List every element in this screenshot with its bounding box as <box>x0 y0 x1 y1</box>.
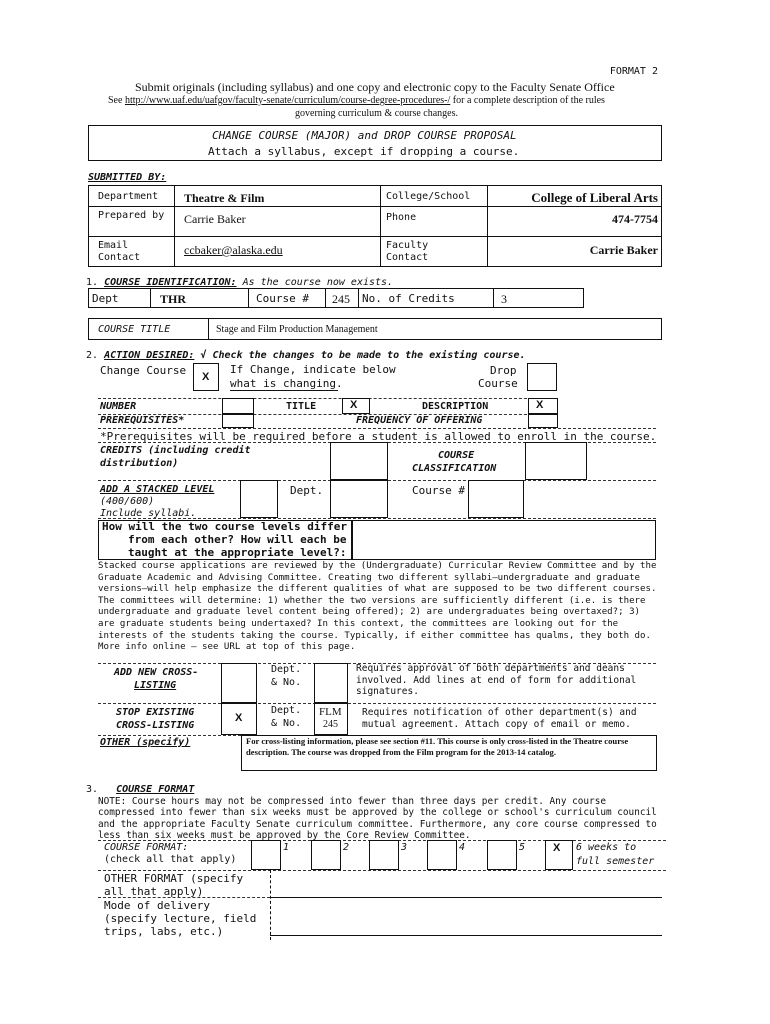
change-course-mark: X <box>202 371 210 383</box>
credits-value: 3 <box>501 292 507 306</box>
other-specify-label: OTHER (specify) <box>100 737 191 748</box>
submitted-by-heading: SUBMITTED BY: <box>88 172 167 183</box>
section3-heading <box>86 784 194 795</box>
add-dept-label-1: Dept. <box>271 664 302 675</box>
rules-prefix: See <box>108 95 125 106</box>
other-format-label-2: all that apply) <box>104 885 204 898</box>
stop-cross-listing-2: CROSS-LISTING <box>116 720 195 731</box>
stop-dept-label-2: & No. <box>271 718 302 729</box>
delivery-label-1: Mode of delivery <box>104 899 210 912</box>
number-checkbox[interactable] <box>222 398 254 414</box>
delivery-label-2: (specify lecture, field <box>104 912 257 925</box>
format-option-1-checkbox[interactable] <box>251 840 281 870</box>
format-option-2-checkbox[interactable] <box>311 840 341 870</box>
differ-line-3: taught at the appropriate level?: <box>128 546 347 559</box>
delivery-field[interactable] <box>270 935 662 936</box>
format-option-3-checkbox[interactable] <box>369 840 399 870</box>
format-option-4-checkbox[interactable] <box>427 840 457 870</box>
add-cross-listing-checkbox[interactable] <box>221 663 257 703</box>
format-option-1-label: 1 <box>283 842 290 853</box>
stacked-level-sub1: (400/600) <box>100 496 155 507</box>
email-contact-label: Email Contact <box>98 240 141 263</box>
number-label: NUMBER <box>100 401 137 412</box>
rules-line-2: governing curriculum & course changes. <box>295 108 459 119</box>
course-number-value: 245 <box>332 292 350 306</box>
differ-line-2: from each other? How will each be <box>128 533 347 546</box>
format-option-5-label: 5 <box>519 842 526 853</box>
other-format-field[interactable] <box>270 897 662 898</box>
prerequisites-label: PREREQUISITES* <box>100 415 185 426</box>
proposal-subtitle: Attach a syllabus, except if dropping a course. <box>208 145 520 158</box>
section2-title: ACTION DESIRED: <box>104 350 195 361</box>
faculty-contact-label: Faculty Contact <box>386 240 429 263</box>
course-title-label: COURSE TITLE <box>98 324 171 335</box>
stop-cross-listing-1: STOP EXISTING <box>116 707 195 718</box>
course-format-note: NOTE: Course hours may not be compressed into fewer than three days per credit. Any course compressed into fewer than six weeks must be approved by the college or school's curriculum council and the appropriate Faculty Senate curriculum committee. Furthermore, any core course compressed to less than six weeks must be approved by the Core Review Committee. <box>98 796 657 842</box>
phone-label: Phone <box>386 212 417 223</box>
stacked-dept-field[interactable] <box>330 480 388 518</box>
email-contact-value[interactable]: ccbaker@alaska.edu <box>184 243 283 257</box>
credits-label: No. of Credits <box>362 292 455 305</box>
credits-change-label-1: CREDITS (including credit <box>100 445 251 456</box>
other-format-label-1: OTHER FORMAT (specify <box>104 872 244 885</box>
add-cross-listing-note: Requires approval of both departments and deans involved. Add lines at end of form for additional signatures. <box>356 663 637 698</box>
frequency-label: FREQUENCY OF OFFERING <box>356 415 483 426</box>
phone-value: 474-7754 <box>612 212 658 226</box>
if-change-line2: what is changing. <box>230 377 343 390</box>
format-option-6-line2: full semester <box>576 856 655 867</box>
title-mark: X <box>350 399 358 411</box>
stacked-info-paragraph: Stacked course applications are reviewed by the (Undergraduate) Curricular Review Committee and by the Graduate Academic and Advising Committee. Creating two different syllabi—undergraduate and graduate versions—will help emphasize the different qualities of what are supposed to be two different courses. The committees will determine: 1) whether the two versions are sufficiently different (i.e. is there undergraduate and graduate level content being offered); 2) are undergraduates being overtaxed?; 3) are graduate students being undertaxed? In this context, the committees are looking out for the interests of the students taking the course. Typically, if either committee has qualms, they both do. More info online – see URL at top of this page. <box>98 561 657 653</box>
section2-num: 2. <box>86 350 99 361</box>
section1-heading <box>86 277 393 288</box>
format-option-6-mark: X <box>553 842 561 854</box>
change-course-label: Change Course <box>100 364 187 377</box>
course-number-label: Course # <box>256 292 309 305</box>
prerequisites-checkbox[interactable] <box>222 414 254 428</box>
format-option-5-checkbox[interactable] <box>487 840 517 870</box>
dept-label: Dept <box>92 292 119 305</box>
add-cross-listing-1: ADD NEW CROSS- <box>114 667 199 678</box>
course-format-label-1: COURSE FORMAT: <box>104 842 189 853</box>
differ-answer-field[interactable] <box>352 520 656 560</box>
prepared-by-label: Prepared by <box>98 210 165 221</box>
stacked-level-sub2: Include syllabi. <box>100 508 197 519</box>
course-title-value: Stage and Film Production Management <box>216 324 378 335</box>
stop-dept-label-1: Dept. <box>271 705 302 716</box>
add-cross-listing-2: LISTING <box>134 680 177 691</box>
section3-num: 3. <box>86 784 99 795</box>
course-format-label-2: (check all that apply) <box>104 854 237 865</box>
differ-line-1: How will the two course levels differ <box>102 520 348 533</box>
other-specify-text: For cross-listing information, please see section #11. This course is only cross-listed in the Theatre course description. The course was dropped from the Film program for the 2013-14 catalog. <box>246 736 629 757</box>
proposal-title: CHANGE COURSE (MAJOR) and DROP COURSE PROPOSAL <box>212 129 517 142</box>
college-value: College of Liberal Arts <box>531 190 658 205</box>
credits-checkbox[interactable] <box>330 442 388 480</box>
description-label: DESCRIPTION <box>422 401 489 412</box>
drop-course-label-2: Course <box>478 377 518 390</box>
section2-heading <box>86 350 526 361</box>
if-change-line1: If Change, indicate below <box>230 363 396 376</box>
rules-suffix: for a complete description of the rules <box>450 95 605 106</box>
department-label: Department <box>98 191 159 202</box>
add-dept-field[interactable] <box>314 663 348 703</box>
frequency-checkbox[interactable] <box>528 414 558 428</box>
drop-course-label-1: Drop <box>490 364 517 377</box>
department-value: Theatre & Film <box>184 191 265 205</box>
stop-cross-listing-note: Requires notification of other department(s) and mutual agreement. Attach copy of email or memo. <box>362 707 637 730</box>
section2-desc: √ Check the changes to be made to the existing course. <box>200 350 526 361</box>
section3-title: COURSE FORMAT <box>116 784 195 795</box>
prepared-by-value: Carrie Baker <box>184 212 246 226</box>
stacked-course-field[interactable] <box>468 480 524 518</box>
rules-line <box>108 95 605 106</box>
stacked-course-label: Course # <box>412 484 465 497</box>
credits-change-label-2: distribution) <box>100 458 179 469</box>
prerequisites-note: *Prerequisites will be required before a student is allowed to enroll in the course. <box>100 430 657 443</box>
section1-num: 1. <box>86 277 99 288</box>
stop-dept-value-1: FLM <box>319 706 342 718</box>
classification-label-2: CLASSIFICATION <box>412 463 497 474</box>
classification-checkbox[interactable] <box>525 442 587 480</box>
section1-desc: As the course now exists. <box>242 277 394 288</box>
college-label: College/School <box>386 191 471 202</box>
dept-value: THR <box>160 292 187 306</box>
format-option-3-label: 3 <box>401 842 408 853</box>
delivery-label-3: trips, labs, etc.) <box>104 925 224 938</box>
rules-link[interactable]: http://www.uaf.edu/uafgov/faculty-senate/curriculum/course-degree-procedures-/ <box>124 95 451 106</box>
stacked-level-checkbox[interactable] <box>240 480 278 518</box>
stacked-dept-label: Dept. <box>290 484 324 497</box>
stop-cross-listing-mark: X <box>235 712 243 724</box>
classification-label-1: COURSE <box>438 450 475 461</box>
description-mark: X <box>536 399 544 411</box>
add-dept-label-2: & No. <box>271 677 302 688</box>
format-label: FORMAT 2 <box>609 66 658 77</box>
section1-title: COURSE IDENTIFICATION: <box>104 277 237 288</box>
format-option-2-label: 2 <box>343 842 350 853</box>
title-change-label: TITLE <box>286 401 317 412</box>
submit-instructions: Submit originals (including syllabus) and one copy and electronic copy to the Faculty Senate Office <box>135 80 615 94</box>
stop-dept-value-2: 245 <box>323 719 338 730</box>
format-option-4-label: 4 <box>459 842 466 853</box>
drop-course-checkbox[interactable] <box>527 363 557 391</box>
stacked-level-label: ADD A STACKED LEVEL <box>100 484 215 495</box>
faculty-contact-value: Carrie Baker <box>589 243 658 257</box>
format-option-6-line1: 6 weeks to <box>576 842 637 853</box>
